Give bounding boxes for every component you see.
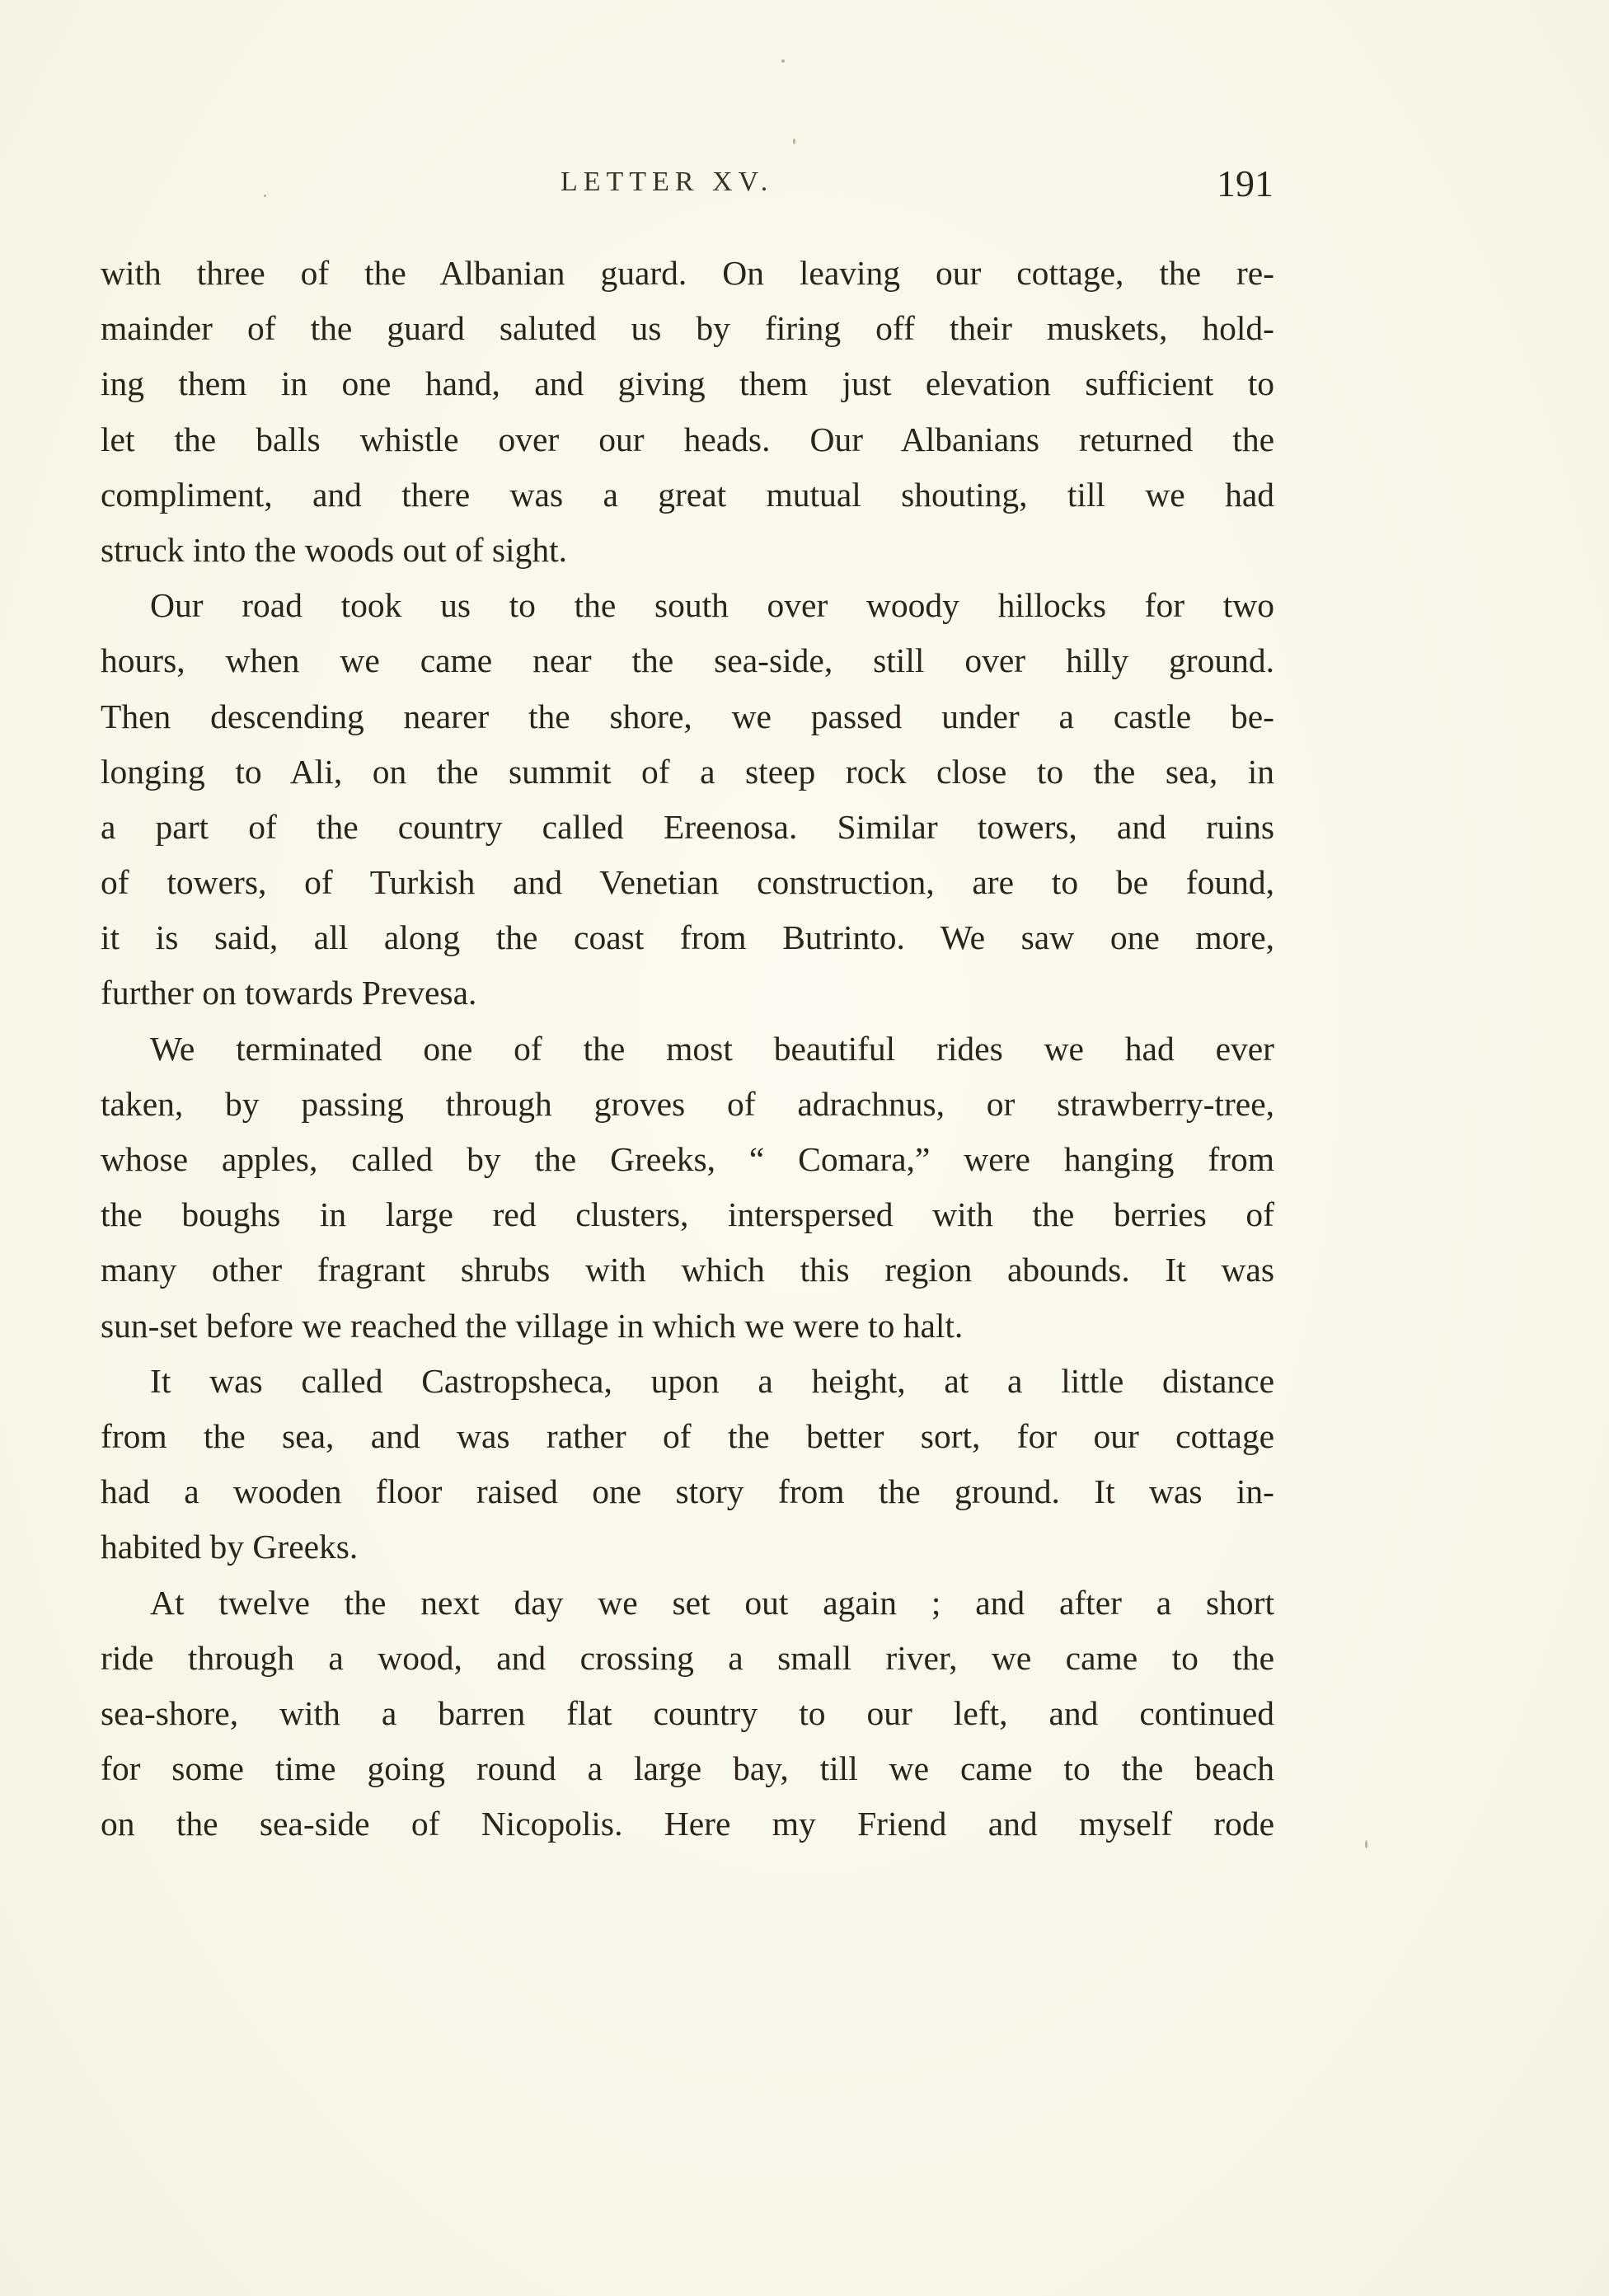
- body-text: [101, 246, 1274, 1852]
- text-line: Then descending nearer the shore, we passed under a castle be-: [101, 697, 1274, 735]
- text-line: whose apples, called by the Greeks, “ Comara,” were hanging from: [101, 1140, 1274, 1178]
- text-line: many other fragrant shrubs with which this region abounds. It was: [101, 1251, 1274, 1289]
- text-line: It was called Castropsheca, upon a height, at a little distance: [150, 1361, 1274, 1400]
- text-line: ing them in one hand, and giving them just elevation sufficient to: [101, 364, 1274, 403]
- text-line: compliment, and there was a great mutual shouting, till we had: [101, 475, 1274, 514]
- text-line: We terminated one of the most beautiful rides we had ever: [150, 1029, 1274, 1068]
- text-line: let the balls whistle over our heads. Our Albanians returned the: [101, 420, 1274, 458]
- text-line: longing to Ali, on the summit of a steep rock close to the sea, in: [101, 752, 1274, 791]
- text-line: had a wooden floor raised one story from the ground. It was in-: [101, 1472, 1274, 1511]
- text-line: ride through a wood, and crossing a small river, we came to the: [101, 1638, 1274, 1677]
- text-line: Our road took us to the south over woody hillocks for two: [150, 586, 1274, 625]
- text-line: struck into the woods out of sight.: [101, 530, 567, 569]
- text-line: mainder of the guard saluted us by firing off their muskets, hold-: [101, 309, 1274, 348]
- text-line: At twelve the next day we set out again ; and after a short: [150, 1583, 1274, 1622]
- text-line: further on towards Prevesa.: [101, 974, 477, 1012]
- text-line: habited by Greeks.: [101, 1528, 359, 1566]
- text-line: it is said, all along the coast from Butrinto. We saw one more,: [101, 918, 1274, 957]
- text-line: of towers, of Turkish and Venetian construction, are to be found,: [101, 863, 1274, 902]
- text-line: from the sea, and was rather of the better sort, for our cottage: [101, 1416, 1274, 1455]
- page-number: 191: [1217, 162, 1274, 204]
- running-head: LETTER XV.: [561, 167, 774, 197]
- text-line: taken, by passing through groves of adrachnus, or strawberry-tree,: [101, 1084, 1274, 1123]
- paper-speck: [781, 59, 785, 63]
- paper-speck: [1365, 1840, 1367, 1848]
- text-line: the boughs in large red clusters, interspersed with the berries of: [101, 1195, 1274, 1234]
- text-line: with three of the Albanian guard. On leaving our cottage, the re-: [101, 254, 1274, 292]
- text-line: a part of the country called Ereenosa. Similar towers, and ruins: [101, 807, 1274, 846]
- text-line: sea-shore, with a barren flat country to our left, and continued: [101, 1693, 1274, 1732]
- text-line: on the sea-side of Nicopolis. Here my Friend and myself rode: [101, 1805, 1274, 1843]
- page-header: [99, 162, 1274, 211]
- text-line: hours, when we came near the sea-side, still over hilly ground.: [101, 641, 1274, 680]
- text-line: sun-set before we reached the village in which we were to halt.: [101, 1306, 964, 1345]
- text-line: for some time going round a large bay, till we came to the beach: [101, 1749, 1274, 1788]
- paper-speck: [793, 139, 795, 144]
